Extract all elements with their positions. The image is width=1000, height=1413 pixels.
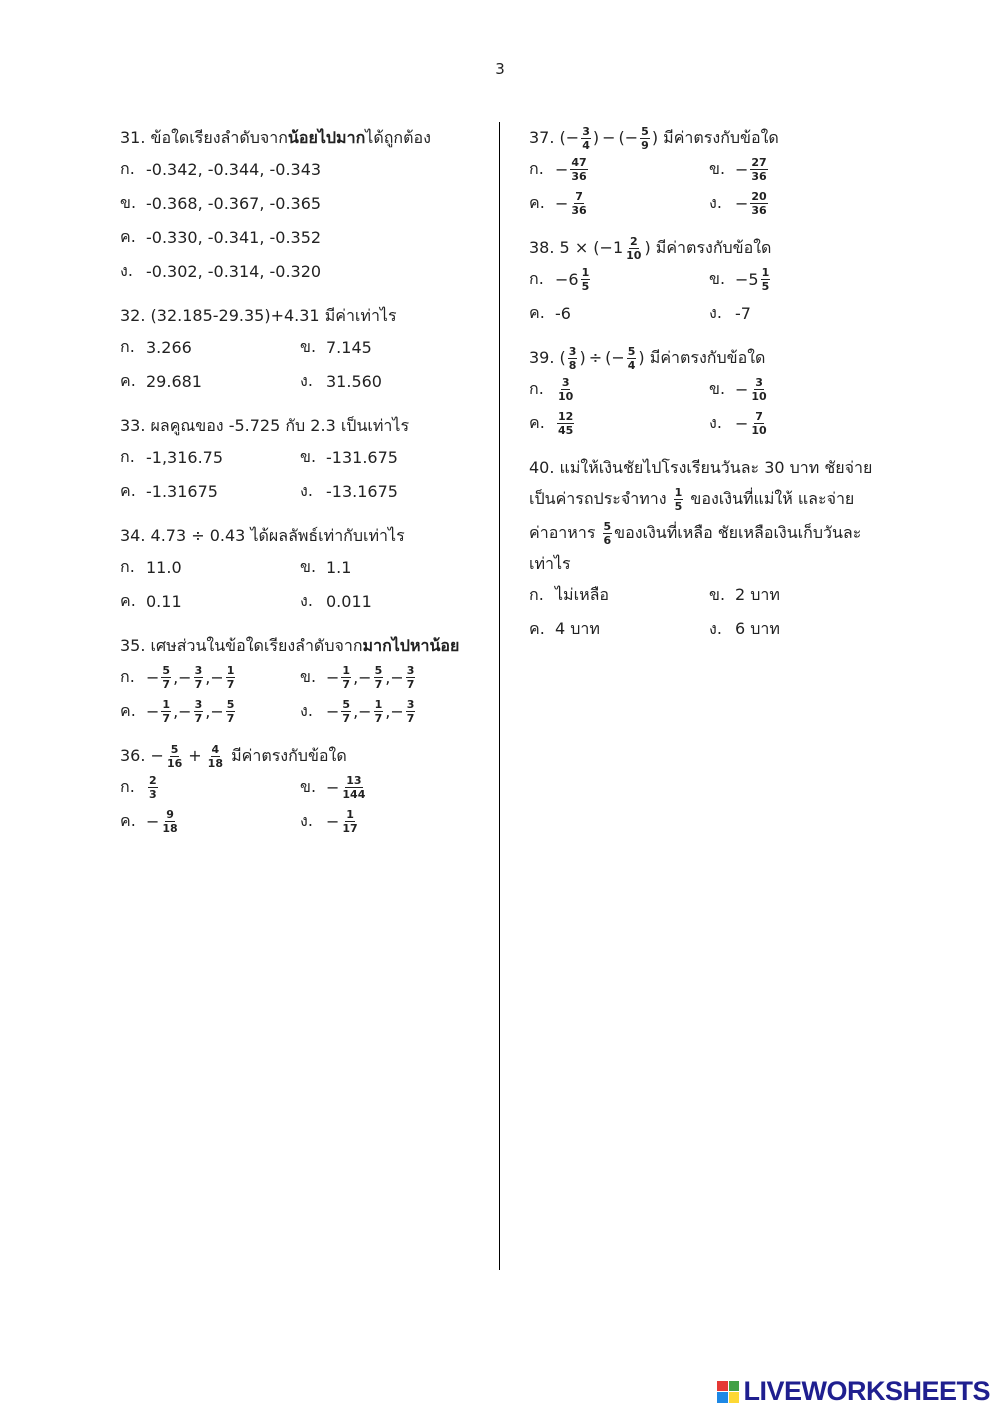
fraction: [161, 698, 171, 725]
question-35-option-b-value: [326, 664, 417, 691]
question-39-option-c[interactable]: ค. $\frac{12}{45}$: [529, 409, 574, 437]
denominator: 7: [374, 677, 383, 691]
question-38-stem: 38. 5 × (−1 $\frac{2}{10}$ ) มีค่าตรงกับข้อใด: [529, 234, 772, 262]
liveworksheets-logo-icon: [717, 1381, 739, 1403]
question-35-option-c-value: [146, 698, 237, 725]
fraction: [226, 664, 236, 691]
fraction: [226, 698, 236, 725]
fraction: [341, 698, 351, 725]
numerator: 3: [194, 663, 203, 677]
question-40-option-d[interactable]: ง. 6 บาท: [709, 618, 780, 638]
question-37-options-row-2: [529, 186, 889, 220]
question-37-fraction-2: $\frac{5}{9}$: [641, 124, 649, 152]
question-31-option-b[interactable]: ข. -0.368, -0.367, -0.365: [120, 192, 322, 213]
question-31-option-c[interactable]: ค. -0.330, -0.341, -0.352: [120, 226, 322, 247]
question-32-options-row-2: [120, 364, 490, 398]
denominator: 7: [342, 677, 351, 691]
denominator: 7: [162, 711, 171, 725]
minus-sign: −: [358, 701, 372, 721]
question-38-options-row-1: [529, 262, 889, 296]
question-40-line-1: 40. แม่ให้เงินชัยไปโรงเรียนวันละ 30 บาท ชัยจ่าย: [529, 458, 873, 477]
minus-sign: −: [146, 701, 160, 721]
question-39-stem: 39. ( $\frac{3}{8}$ ) ÷ (− $\frac{5}{4}$ ) มีค่าตรงกับข้อใด: [529, 344, 766, 372]
question-38-options-row-2: [529, 296, 889, 330]
question-33-options-row-2: [120, 474, 490, 508]
question-34: [120, 522, 490, 618]
question-36-options-row-2: [120, 804, 490, 838]
minus-sign: −: [178, 667, 192, 687]
question-38-option-a[interactable]: ก. −6 $\frac{1}{5}$: [529, 265, 590, 293]
minus-sign: −: [390, 667, 404, 687]
question-35-options-row-2: [120, 694, 490, 728]
question-36-option-c[interactable]: ค. − $\frac{9}{18}$: [120, 807, 178, 835]
liveworksheets-logo-text: LIVEWORKSHEETS: [743, 1376, 990, 1406]
question-35-option-d-value: [326, 698, 417, 725]
question-37-option-c[interactable]: ค. − $\frac{7}{36}$: [529, 189, 587, 217]
question-36-option-a[interactable]: ก. $\frac{2}{3}$: [120, 773, 157, 801]
fraction: [374, 664, 384, 691]
question-37-stem: 37. (− $\frac{3}{4}$ ) − (− $\frac{5}{9}$ ) มีค่าตรงกับข้อใด: [529, 124, 779, 152]
question-31: [120, 124, 490, 288]
question-33-option-c[interactable]: ค. -1.31675: [120, 480, 218, 501]
minus-sign: −: [326, 701, 340, 721]
logo-color-square: [717, 1381, 728, 1392]
fraction: [406, 698, 416, 725]
left-column: [120, 124, 490, 852]
numerator: 5: [374, 663, 383, 677]
fraction: [406, 664, 416, 691]
question-34-options-row-1: [120, 550, 490, 584]
question-32-option-c[interactable]: ค. 29.681: [120, 370, 202, 391]
question-38-fraction: $\frac{2}{10}$: [626, 234, 642, 262]
fraction: [194, 664, 204, 691]
question-33-option-b[interactable]: ข. -131.675: [300, 446, 398, 467]
question-33-option-a[interactable]: ก. -1,316.75: [120, 446, 224, 467]
question-36-fraction-1: $\frac{5}{16}$: [166, 742, 183, 770]
question-36-options-row-1: [120, 770, 490, 804]
question-35-option-b[interactable]: ข. − $\frac{1}{7}$ , − $\frac{5}{7}$ , − $\frac{3}{7}$: [300, 664, 417, 691]
question-35: [120, 632, 490, 728]
question-35-option-c[interactable]: ค. − $\frac{1}{7}$ , − $\frac{3}{7}$ , − $\frac{5}{7}$: [120, 698, 300, 725]
separator: ,: [353, 701, 359, 721]
denominator: 7: [226, 677, 235, 691]
question-40-option-b[interactable]: ข. 2 บาท: [709, 584, 780, 604]
question-40-line-2: เป็นค่ารถประจำทาง $\frac{1}{5}$ ของเงินที่แม่ให้ และจ่าย: [529, 485, 855, 513]
fraction: [194, 698, 204, 725]
liveworksheets-logo[interactable]: [717, 1376, 990, 1407]
column-divider: [499, 122, 500, 1270]
denominator: 7: [194, 711, 203, 725]
minus-sign: −: [178, 701, 192, 721]
question-38: [529, 234, 889, 330]
question-40-fraction-1: $\frac{1}{5}$: [674, 485, 683, 513]
question-34-option-d[interactable]: ง. 0.011: [300, 590, 372, 611]
minus-sign: −: [210, 701, 224, 721]
question-36-fraction-2: $\frac{4}{18}$: [207, 742, 223, 770]
question-32-option-b[interactable]: ข. 7.145: [300, 336, 372, 357]
question-34-option-a[interactable]: ก. 11.0: [120, 556, 182, 577]
question-40-option-a[interactable]: ก. ไม่เหลือ: [529, 584, 610, 604]
question-37-options-row-1: [529, 152, 889, 186]
question-34-option-b[interactable]: ข. 1.1: [300, 556, 352, 577]
numerator: 1: [374, 697, 383, 711]
denominator: 7: [342, 711, 351, 725]
question-40-line-4: เท่าไร: [529, 554, 571, 573]
question-36-option-d[interactable]: ง. − $\frac{1}{17}$: [300, 807, 358, 835]
question-39-options-row-2: [529, 406, 889, 440]
question-33-options-row-1: [120, 440, 490, 474]
question-38-option-d[interactable]: ง. -7: [709, 302, 751, 323]
question-31-option-d[interactable]: ง. -0.302, -0.314, -0.320: [120, 260, 322, 281]
question-39-fraction-1: $\frac{3}{8}$: [568, 344, 577, 372]
question-35-stem: 35. เศษส่วนในข้อใดเรียงลำดับจากมากไปหาน้อย: [120, 636, 460, 655]
denominator: 7: [374, 711, 383, 725]
separator: ,: [205, 667, 211, 687]
question-40-options-row-1: [529, 578, 889, 612]
minus-sign: −: [210, 667, 224, 687]
question-35-option-a-value: [146, 664, 237, 691]
question-32: [120, 302, 490, 398]
minus-sign: −: [146, 667, 160, 687]
numerator: 3: [406, 697, 415, 711]
question-31-option-a[interactable]: ก. -0.342, -0.344, -0.343: [120, 158, 322, 179]
question-39-fraction-2: $\frac{5}{4}$: [627, 344, 636, 372]
question-37-option-b[interactable]: ข. − $\frac{27}{36}$: [709, 155, 767, 183]
minus-sign: −: [390, 701, 404, 721]
denominator: 7: [406, 677, 415, 691]
question-35-options-row-1: [120, 660, 490, 694]
question-37: [529, 124, 889, 220]
question-38-option-b[interactable]: ข. −5 $\frac{1}{5}$: [709, 265, 770, 293]
question-40-option-c[interactable]: ค. 4 บาท: [529, 618, 600, 638]
logo-color-square: [717, 1392, 728, 1403]
minus-sign: −: [326, 667, 340, 687]
numerator: 5: [226, 697, 235, 711]
numerator: 1: [162, 697, 171, 711]
question-36: [120, 742, 490, 838]
separator: ,: [385, 701, 391, 721]
question-32-option-a[interactable]: ก. 3.266: [120, 336, 192, 357]
denominator: 7: [406, 711, 415, 725]
question-39-options-row-1: [529, 372, 889, 406]
logo-color-square: [729, 1392, 740, 1403]
right-column: [529, 124, 889, 660]
separator: ,: [173, 701, 179, 721]
question-39: [529, 344, 889, 440]
question-36-option-b[interactable]: ข. − $\frac{13}{144}$: [300, 773, 366, 801]
question-33-stem: 33. ผลคูณของ -5.725 กับ 2.3 เป็นเท่าไร: [120, 416, 410, 435]
question-37-option-a[interactable]: ก. − $\frac{47}{36}$: [529, 155, 587, 183]
question-32-options-row-1: [120, 330, 490, 364]
denominator: 7: [162, 677, 171, 691]
question-38-option-c[interactable]: ค. -6: [529, 302, 571, 323]
separator: ,: [385, 667, 391, 687]
question-34-stem: 34. 4.73 ÷ 0.43 ได้ผลลัพธ์เท่ากับเท่าไร: [120, 526, 405, 545]
question-40: [529, 454, 889, 646]
question-39-option-a[interactable]: ก. $\frac{3}{10}$: [529, 375, 574, 403]
fraction: [374, 698, 384, 725]
separator: ,: [173, 667, 179, 687]
logo-color-square: [729, 1381, 740, 1392]
question-33: [120, 412, 490, 508]
fraction: [341, 664, 351, 691]
numerator: 5: [342, 697, 351, 711]
numerator: 3: [406, 663, 415, 677]
numerator: 1: [342, 663, 351, 677]
question-40-line-3: ค่าอาหาร $\frac{5}{6}$ ของเงินที่เหลือ ชัยเหลือเงินเก็บวันละ: [529, 519, 862, 547]
question-32-stem: 32. (32.185-29.35)+4.31 มีค่าเท่าไร: [120, 306, 397, 325]
denominator: 7: [194, 677, 203, 691]
numerator: 3: [194, 697, 203, 711]
question-39-option-b[interactable]: ข. − $\frac{3}{10}$: [709, 375, 767, 403]
question-35-option-a[interactable]: ก. − $\frac{5}{7}$ , − $\frac{3}{7}$ , − $\frac{1}{7}$: [120, 664, 300, 691]
page-number: 3: [495, 60, 505, 78]
numerator: 5: [162, 663, 171, 677]
separator: ,: [353, 667, 359, 687]
question-36-stem: 36. − $\frac{5}{16}$ + $\frac{4}{18}$ มีค่าตรงกับข้อใด: [120, 742, 347, 770]
question-40-fraction-2: $\frac{5}{6}$: [603, 519, 612, 547]
minus-sign: −: [358, 667, 372, 687]
numerator: 1: [226, 663, 235, 677]
question-40-options-row-2: [529, 612, 889, 646]
question-39-option-d[interactable]: ง. − $\frac{7}{10}$: [709, 409, 767, 437]
denominator: 7: [226, 711, 235, 725]
question-31-stem: 31. ข้อใดเรียงลำดับจากน้อยไปมากได้ถูกต้อง: [120, 128, 431, 147]
question-37-fraction-1: $\frac{3}{4}$: [582, 124, 590, 152]
question-37-option-d[interactable]: ง. − $\frac{20}{36}$: [709, 189, 767, 217]
question-34-option-c[interactable]: ค. 0.11: [120, 590, 182, 611]
question-33-option-d[interactable]: ง. -13.1675: [300, 480, 398, 501]
fraction: [161, 664, 171, 691]
question-32-option-d[interactable]: ง. 31.560: [300, 370, 382, 391]
question-35-option-d[interactable]: ง. − $\frac{5}{7}$ , − $\frac{1}{7}$ , − $\frac{3}{7}$: [300, 698, 417, 725]
separator: ,: [205, 701, 211, 721]
question-34-options-row-2: [120, 584, 490, 618]
